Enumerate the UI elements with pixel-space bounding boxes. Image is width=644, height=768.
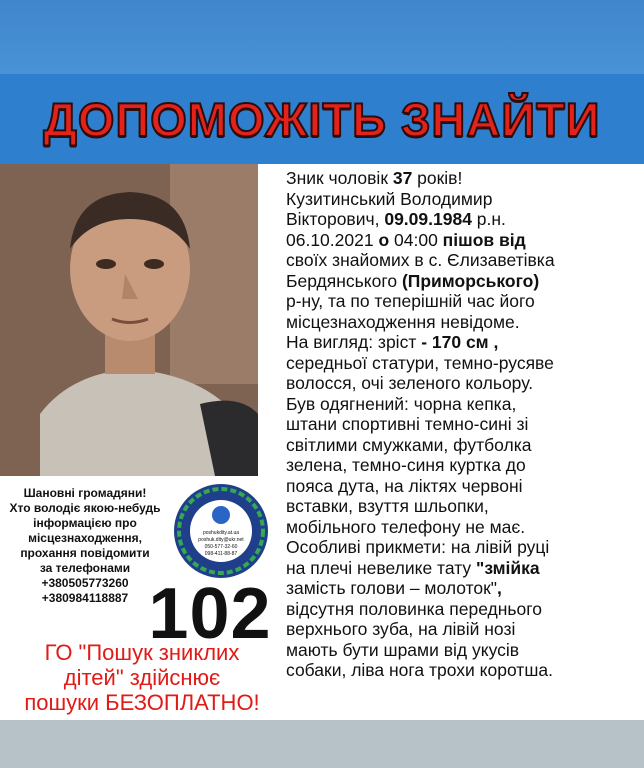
description-text: Бердянського [286,270,402,291]
description-text: Кузитинський Володимир [286,188,493,209]
description-line [286,640,638,661]
highlighted-text: (Приморського) [401,270,540,291]
organization-note-line: ГО "Пошук зниклих [44,640,240,665]
phone-number: +380505773260 [41,576,129,590]
description-text: Особливі прикмети: на лівій руці [286,537,550,557]
description-text: На вигляд: зріст [286,332,422,352]
description-line [286,230,638,251]
description-text: своїх знайомих в с. Єлизаветівка [286,250,555,270]
description-line [286,189,638,210]
description-line [286,394,638,415]
appeal-line: інформацією про [33,516,137,530]
description-line [286,414,638,435]
description-line [286,578,638,599]
organization-note-line: дітей" здійснює [63,665,221,690]
description-text: волосся, очі зеленого кольору. [286,373,534,393]
description-text: мобільного телефону не має. [286,516,526,537]
description-text: Зник чоловік [286,168,393,188]
description-text: місцезнаходження невідоме. [286,311,520,332]
svg-text:050-577-32-60: 050-577-32-60 [204,544,238,550]
bottom-bar [0,720,644,768]
description-text: замість голови – молоток" [286,578,497,598]
highlighted-text: - 170 см , [421,332,499,352]
description-line [286,619,638,640]
highlighted-text: пішов від [437,229,526,250]
description-text: зелена, темно-синя куртка до [286,455,526,475]
description-text: штани спортивні темно-сині зі [286,414,529,434]
appeal-line: Хто володіє якою-небудь [9,501,161,515]
description-text: собаки, ліва нога трохи коротша. [286,660,553,680]
description-line [286,271,638,292]
svg-text:poshuk.dity@ukr.net: poshuk.dity@ukr.net [198,537,244,543]
highlighted-text: , [497,578,502,598]
portrait-illustration [0,164,258,476]
description-text: років! [412,168,463,188]
description-text: пояса дута, на ліктях червоні [286,475,523,496]
description-line [286,476,638,497]
person-description [286,168,638,681]
highlighted-text: о [373,229,395,250]
description-text: р.н. [471,209,506,229]
description-text: вставки, взуття шльопки, [286,496,489,516]
organization-globe-logo-icon [172,482,270,580]
banner-title: ДОПОМОЖІТЬ ЗНАЙТИ [43,92,601,146]
description-text: 04:00 [394,229,438,250]
description-line [286,291,638,312]
description-text: мають бути шрами від укусів [286,639,520,660]
description-line [286,537,638,558]
description-text: верхнього зуба, на лівій нозі [286,619,516,639]
title-banner [0,74,644,164]
description-line [286,455,638,476]
organization-note [0,640,284,715]
description-line [286,517,638,538]
description-line [286,496,638,517]
missing-person-photo [0,164,258,476]
description-text: Вікторович, [286,209,385,229]
description-line [286,435,638,456]
highlighted-text: 37 [392,168,413,188]
description-line [286,373,638,394]
description-line [286,209,638,230]
appeal-line: за телефонами [39,561,131,575]
description-line [286,332,638,353]
description-text: відсутня половинка переднього [286,598,542,619]
appeal-line: місцезнаходження, [28,531,142,545]
emergency-number: 102 [148,574,272,654]
svg-text:098-411-88-87: 098-411-88-87 [204,551,238,557]
appeal-line: Шановні громадяни! [23,486,147,500]
description-line [286,168,638,189]
description-text: 06.10.2021 [286,229,374,250]
description-line [286,660,638,681]
description-line [286,558,638,579]
description-line [286,599,638,620]
highlighted-text: 09.09.1984 [384,209,472,229]
phone-number: +380984118887 [41,591,129,605]
organization-note-line: пошуки БЕЗОПЛАТНО! [24,690,260,715]
highlighted-text: "змійка [476,557,540,578]
description-text: Був одягнений: чорна кепка, [286,393,517,414]
description-text: на плечі невелике тату [286,557,477,578]
description-text: р-ну, та по теперішній час його [286,291,535,311]
description-text: світлими смужками, футболка [286,434,532,455]
appeal-line: прохання повідомити [20,546,150,560]
description-line [286,353,638,374]
description-text: середньої статури, темно-русяве [286,352,554,373]
description-line [286,312,638,333]
description-line [286,250,638,271]
top-bar [0,0,644,74]
svg-text:poshukdity.at.ua: poshukdity.at.ua [202,530,240,536]
missing-person-poster [0,164,644,720]
